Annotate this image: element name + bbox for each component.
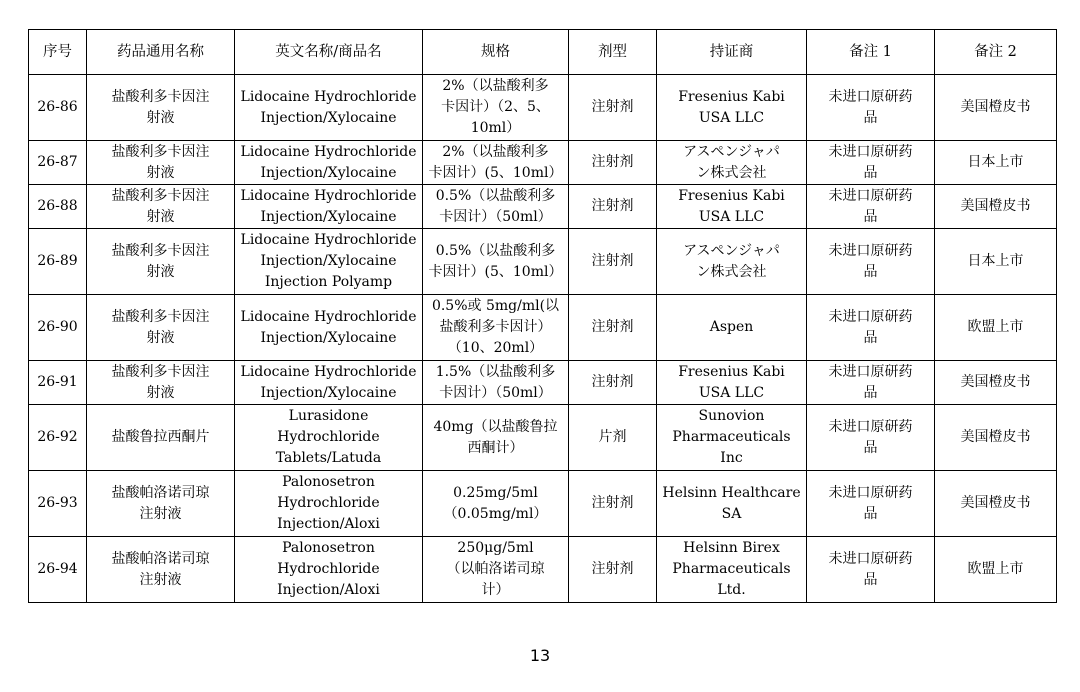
cell-line: Lidocaine Hydrochloride [240, 187, 417, 204]
cell-serial-number: 26-91 [29, 361, 87, 405]
table-row [29, 141, 1057, 185]
cell-dosage-form: 注射剂 [569, 295, 657, 361]
cell-line: 未进口原研药 [828, 88, 913, 105]
cell-line: Aspen [709, 319, 754, 335]
cell-license-holder [657, 295, 807, 361]
cell-dosage-form: 注射剂 [569, 471, 657, 537]
cell-line: 盐酸利多卡因注 [111, 143, 210, 160]
drug-list-table [28, 29, 1057, 603]
cell-specification [423, 141, 569, 185]
cell-line: Pharmaceuticals [672, 561, 791, 577]
cell-line: Fresenius Kabi [678, 363, 785, 380]
cell-line: 0.5%或 5mg/ml(以 [431, 298, 560, 314]
cell-line: Inc [720, 450, 743, 466]
cell-line: SA [721, 505, 742, 522]
cell-specification [423, 537, 569, 603]
cell-line: 品 [863, 208, 878, 225]
header-specification: 规格 [423, 30, 569, 75]
cell-line: 2%（以盐酸利多 [442, 143, 549, 160]
cell-line: Hydrochloride [277, 561, 380, 577]
cell-dosage-form: 注射剂 [569, 537, 657, 603]
cell-line: Palonosetron [282, 540, 375, 556]
cell-line: （以帕洛诺司琼 [446, 561, 545, 577]
cell-specification [423, 185, 569, 229]
cell-generic-name [87, 471, 235, 537]
cell-specification [423, 75, 569, 141]
table-row [29, 405, 1057, 471]
cell-line: アスペンジャパ [683, 242, 780, 259]
cell-line: 盐酸利多卡因注 [111, 187, 210, 204]
cell-english-name [235, 537, 423, 603]
cell-note-1 [807, 229, 935, 295]
cell-line: 品 [863, 263, 878, 280]
cell-line: 未进口原研药 [828, 484, 913, 501]
cell-line: 盐酸利多卡因注 [111, 363, 210, 380]
cell-line: Palonosetron [282, 474, 375, 490]
cell-line: 未进口原研药 [828, 242, 913, 259]
cell-dosage-form: 注射剂 [569, 141, 657, 185]
cell-line: 品 [863, 571, 878, 588]
cell-line: Injection/Xylocaine [260, 208, 397, 225]
cell-note-1 [807, 537, 935, 603]
cell-line: 品 [863, 329, 878, 346]
table-header-row [29, 30, 1057, 75]
cell-specification [423, 405, 569, 471]
cell-line: Lidocaine Hydrochloride [240, 363, 417, 380]
table-body [29, 75, 1057, 603]
cell-line: 卡因计）（50ml） [439, 208, 552, 225]
cell-line: Helsinn Birex [683, 540, 780, 556]
cell-line: （0.05mg/ml） [443, 505, 548, 522]
cell-line: Injection/Aloxi [277, 582, 380, 598]
cell-line: USA LLC [698, 208, 765, 225]
cell-line: 射液 [146, 164, 175, 181]
header-note-1: 备注 1 [807, 30, 935, 75]
cell-line: 未进口原研药 [828, 418, 913, 435]
cell-line: 盐酸帕洛诺司琼 [111, 484, 210, 501]
table-row [29, 361, 1057, 405]
cell-note-2: 欧盟上市 [935, 295, 1057, 361]
cell-note-1 [807, 361, 935, 405]
cell-line: 注射液 [139, 505, 182, 522]
cell-specification [423, 361, 569, 405]
cell-line: 250μg/5ml [457, 540, 534, 556]
cell-serial-number: 26-89 [29, 229, 87, 295]
cell-line: USA LLC [698, 109, 765, 126]
cell-line: アスペンジャパ [683, 143, 780, 160]
table-row [29, 537, 1057, 603]
cell-english-name [235, 295, 423, 361]
cell-note-1 [807, 185, 935, 229]
cell-line: 40mg（以盐酸鲁拉 [433, 418, 558, 435]
cell-line: 未进口原研药 [828, 308, 913, 325]
cell-line: Injection/Xylocaine [260, 384, 397, 401]
cell-note-2: 美国橙皮书 [935, 361, 1057, 405]
header-license-holder: 持证商 [657, 30, 807, 75]
cell-line: 卡因计）（2、5、 [441, 99, 550, 115]
cell-line: Injection Polyamp [264, 274, 393, 290]
cell-serial-number: 26-90 [29, 295, 87, 361]
table-row [29, 295, 1057, 361]
table-row [29, 185, 1057, 229]
cell-serial-number: 26-92 [29, 405, 87, 471]
cell-line: Lurasidone [288, 408, 369, 424]
cell-note-2: 日本上市 [935, 229, 1057, 295]
cell-license-holder [657, 185, 807, 229]
cell-line: ン株式会社 [696, 263, 767, 280]
cell-line: ン株式会社 [696, 164, 767, 181]
cell-license-holder [657, 141, 807, 185]
cell-line: 盐酸帕洛诺司琼 [111, 550, 210, 567]
cell-line: Tablets/Latuda [275, 450, 382, 466]
cell-note-2: 美国橙皮书 [935, 75, 1057, 141]
cell-line: 未进口原研药 [828, 363, 913, 380]
cell-line: 10ml） [470, 120, 521, 136]
cell-line: 射液 [146, 384, 175, 401]
cell-dosage-form: 片剂 [569, 405, 657, 471]
cell-line: 品 [863, 384, 878, 401]
cell-note-1 [807, 295, 935, 361]
cell-note-1 [807, 141, 935, 185]
cell-generic-name [87, 75, 235, 141]
cell-line: （10、20ml） [447, 340, 544, 356]
table-row [29, 471, 1057, 537]
cell-note-2: 美国橙皮书 [935, 471, 1057, 537]
header-dosage-form: 剂型 [569, 30, 657, 75]
cell-serial-number: 26-88 [29, 185, 87, 229]
cell-serial-number: 26-93 [29, 471, 87, 537]
cell-license-holder [657, 229, 807, 295]
cell-line: Injection/Xylocaine [260, 109, 397, 126]
cell-generic-name [87, 537, 235, 603]
cell-english-name [235, 405, 423, 471]
cell-license-holder [657, 405, 807, 471]
cell-line: 射液 [146, 263, 175, 280]
cell-license-holder [657, 537, 807, 603]
cell-note-1 [807, 471, 935, 537]
cell-line: Injection/Xylocaine [260, 329, 397, 346]
cell-line: 2%（以盐酸利多 [442, 78, 549, 94]
cell-line: 盐酸利多卡因计） [439, 319, 552, 335]
cell-line: Ltd. [717, 582, 746, 598]
cell-line: 射液 [146, 109, 175, 126]
cell-specification [423, 471, 569, 537]
cell-english-name [235, 141, 423, 185]
cell-line: Lidocaine Hydrochloride [240, 308, 417, 325]
cell-generic-name [87, 229, 235, 295]
header-serial-number: 序号 [29, 30, 87, 75]
cell-dosage-form: 注射剂 [569, 361, 657, 405]
cell-line: 射液 [146, 208, 175, 225]
cell-line: Pharmaceuticals [672, 429, 791, 445]
cell-line: Hydrochloride [277, 429, 380, 445]
cell-english-name [235, 229, 423, 295]
cell-specification [423, 295, 569, 361]
cell-line: Lidocaine Hydrochloride [240, 143, 417, 160]
cell-line: Lidocaine Hydrochloride [240, 232, 417, 248]
cell-line: 盐酸利多卡因注 [111, 88, 210, 105]
cell-note-2: 美国橙皮书 [935, 405, 1057, 471]
cell-line: Injection/Aloxi [277, 516, 380, 532]
cell-license-holder [657, 471, 807, 537]
cell-line: 0.5%（以盐酸利多 [435, 242, 556, 259]
cell-dosage-form: 注射剂 [569, 75, 657, 141]
header-english-name: 英文名称/商品名 [235, 30, 423, 75]
cell-note-1 [807, 405, 935, 471]
cell-line: 未进口原研药 [828, 550, 913, 567]
cell-line: 卡因计）(5、10ml） [428, 164, 563, 181]
cell-dosage-form: 注射剂 [569, 185, 657, 229]
cell-note-2: 日本上市 [935, 141, 1057, 185]
cell-line: 盐酸利多卡因注 [111, 308, 210, 325]
header-note-2: 备注 2 [935, 30, 1057, 75]
cell-note-2: 欧盟上市 [935, 537, 1057, 603]
cell-english-name [235, 471, 423, 537]
cell-line: USA LLC [698, 384, 765, 401]
cell-line: 西酮计） [467, 439, 524, 456]
cell-serial-number: 26-86 [29, 75, 87, 141]
cell-line: 卡因计）(5、10ml） [428, 263, 563, 280]
cell-line: 品 [863, 439, 878, 456]
cell-line: Fresenius Kabi [678, 187, 785, 204]
header-generic-name: 药品通用名称 [87, 30, 235, 75]
table-row [29, 75, 1057, 141]
cell-line: 品 [863, 164, 878, 181]
cell-line: 品 [863, 109, 878, 126]
table-row [29, 229, 1057, 295]
cell-line: 射液 [146, 329, 175, 346]
cell-line: 盐酸鲁拉西酮片 [111, 429, 210, 445]
cell-english-name [235, 185, 423, 229]
cell-line: Sunovion [698, 408, 765, 424]
cell-note-1 [807, 75, 935, 141]
cell-english-name [235, 75, 423, 141]
cell-line: 注射液 [139, 571, 182, 588]
cell-serial-number: 26-94 [29, 537, 87, 603]
cell-generic-name [87, 361, 235, 405]
cell-line: 未进口原研药 [828, 143, 913, 160]
cell-license-holder [657, 361, 807, 405]
cell-note-2: 美国橙皮书 [935, 185, 1057, 229]
cell-line: Helsinn Healthcare [662, 484, 801, 501]
cell-generic-name [87, 185, 235, 229]
cell-line: 0.25mg/5ml [453, 484, 538, 501]
cell-line: Injection/Xylocaine [260, 164, 397, 181]
cell-line: Fresenius Kabi [678, 88, 785, 105]
cell-english-name [235, 361, 423, 405]
cell-line: 1.5%（以盐酸利多 [435, 363, 556, 380]
cell-generic-name [87, 141, 235, 185]
cell-specification [423, 229, 569, 295]
cell-line: Injection/Xylocaine [260, 253, 397, 269]
cell-line: 卡因计）（50ml） [439, 384, 552, 401]
cell-generic-name [87, 295, 235, 361]
cell-generic-name [87, 405, 235, 471]
cell-line: 未进口原研药 [828, 187, 913, 204]
cell-line: 0.5%（以盐酸利多 [435, 187, 556, 204]
cell-line: Hydrochloride [277, 495, 380, 511]
cell-license-holder [657, 75, 807, 141]
cell-line: 盐酸利多卡因注 [111, 242, 210, 259]
cell-line: 计） [481, 582, 510, 598]
cell-line: 品 [863, 505, 878, 522]
page-number: 13 [529, 646, 551, 665]
cell-serial-number: 26-87 [29, 141, 87, 185]
cell-line: Lidocaine Hydrochloride [240, 88, 417, 105]
cell-dosage-form: 注射剂 [569, 229, 657, 295]
